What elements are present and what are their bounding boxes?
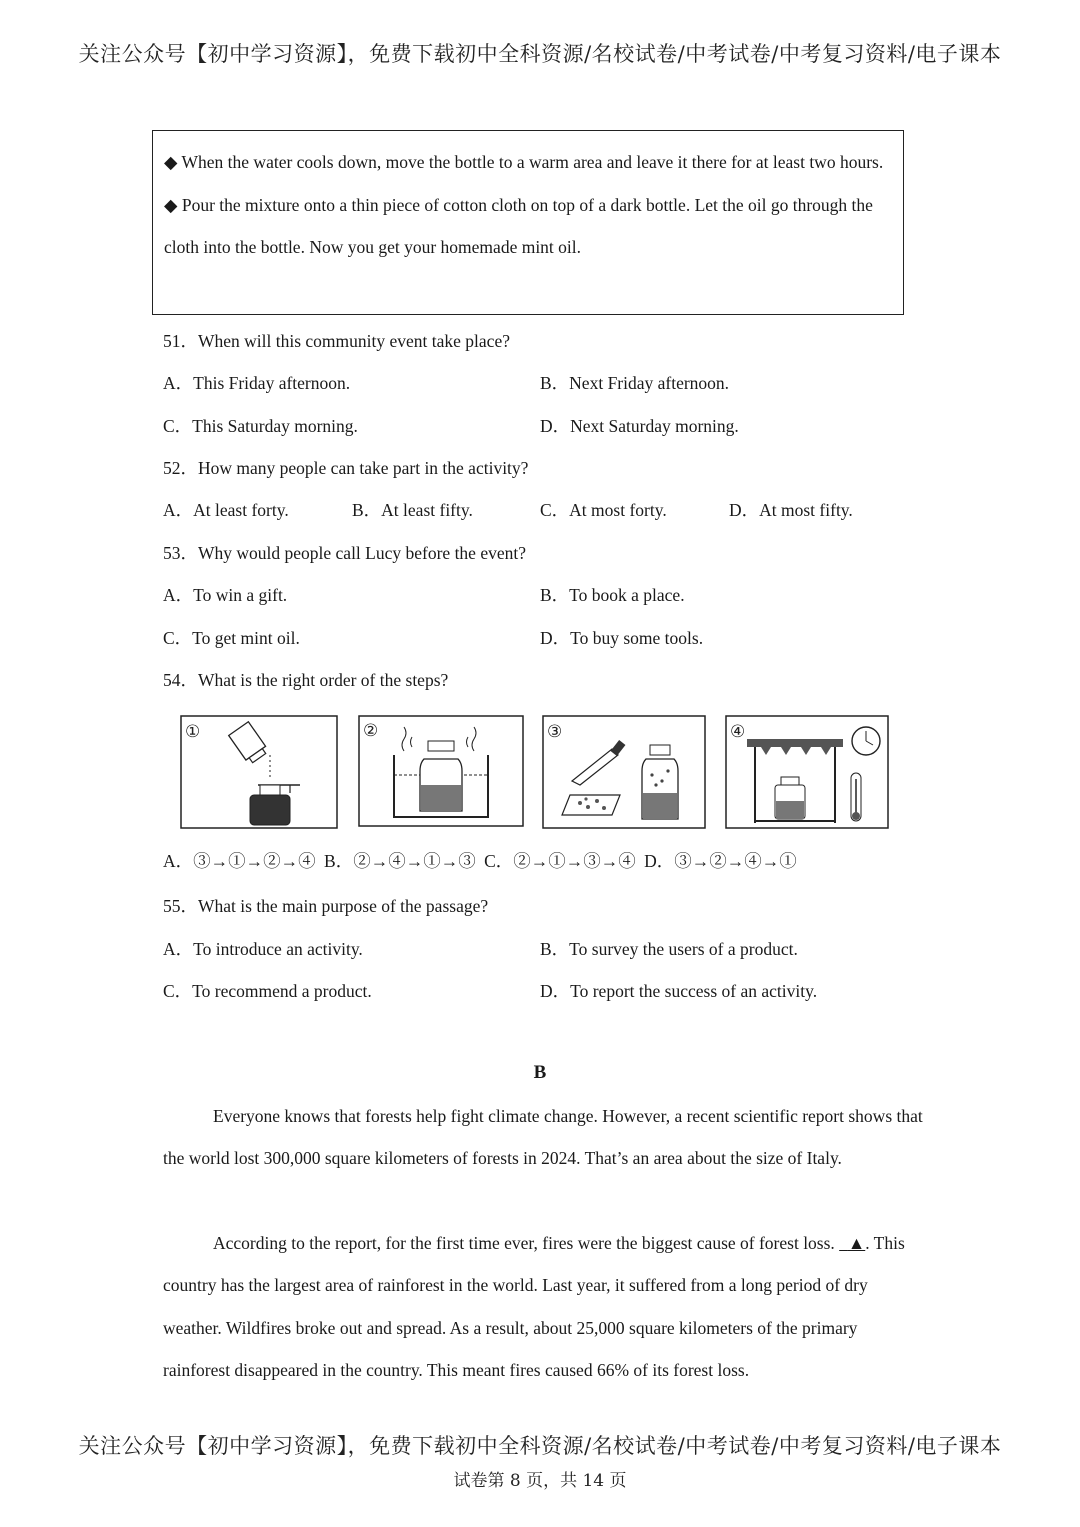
figure-step-1 [180,715,338,829]
section-b-paragraph-2 [163,1222,923,1391]
q52-stem: 52．How many people can take part in the activity? [163,458,529,478]
q55-option-d: D．To report the success of an activity. [540,981,818,1001]
q54-options [163,848,801,873]
q54-option-a: A．③→①→②→④ [163,851,316,871]
q51-option-d: D．Next Saturday morning. [540,416,739,436]
figure-1-label: ① [185,722,201,742]
figure-2-label: ② [363,721,379,741]
section-b-paragraph-1: Everyone knows that forests help fight climate change. However, a recent scientific report shows that the world lost 300,000 square kilometers of forests in 2024. That’s an area about the size of Italy. [163,1106,923,1169]
q55-option-c: C．To recommend a product. [163,981,372,1001]
q53-option-d: D．To buy some tools. [540,628,704,648]
box-step-pour: ◆ Pour the mixture onto a thin piece of cotton cloth on top of a dark bottle. Let the oil go through the cloth into the bottle. Now you get your homemade mint oil. [164,194,873,257]
q51-option-b: B．Next Friday afternoon. [540,373,730,393]
q52-option-a: A．At least forty. [163,500,289,520]
q54-option-d: D．③→②→④→① [644,851,797,871]
paragraph-2-rest: . This country has the largest area of rainforest in the world. Last year, it suffered from a long period of dry weather. Wildfires broke out and spread. As a result, about 25,000 square kilometers of the primary rainforest disappeared in the country. This meant fires caused 66% of its forest loss. [163,1233,905,1380]
instruction-box [152,130,904,315]
q55-stem: 55．What is the main purpose of the passage? [163,896,489,916]
q52-option-b: B．At least fifty. [352,500,473,520]
figure-step-4 [725,715,889,829]
paragraph-2-start: According to the report, for the first time ever, fires were the biggest cause of forest loss. [213,1233,835,1253]
q51-option-a: A．This Friday afternoon. [163,373,351,393]
q51-stem: 51．When will this community event take place? [163,331,510,351]
q54-option-b: B．②→④→①→③ [324,851,476,871]
section-b-title: B [533,1062,547,1083]
figure-step-3 [542,715,706,829]
q53-option-a: A．To win a gift. [163,585,288,605]
q52-option-c: C．At most forty. [540,500,667,520]
q53-option-c: C．To get mint oil. [163,628,300,648]
blank-marker: ▲ [847,1233,866,1253]
figure-3-label: ③ [547,722,563,742]
q55-option-a: A．To introduce an activity. [163,939,363,959]
q54-option-c: C．②→①→③→④ [484,851,636,871]
page-number: 试卷第 8 页，共 14 页 [453,1471,627,1491]
q51-option-c: C．This Saturday morning. [163,416,358,436]
q54-stem: 54．What is the right order of the steps? [163,670,449,690]
q55-option-b: B．To survey the users of a product. [540,939,798,959]
header-banner: 关注公众号【初中学习资源】，免费下载初中全科资源/名校试卷/中考试卷/中考复习资料/电子课本 [78,42,1002,66]
q53-stem: 53．Why would people call Lucy before the event? [163,543,526,563]
box-step-cool: ◆ When the water cools down, move the bottle to a warm area and leave it there for at least two hours. [164,152,884,172]
figure-4-label: ④ [730,722,746,742]
footer-banner: 关注公众号【初中学习资源】，免费下载初中全科资源/名校试卷/中考试卷/中考复习资料/电子课本 [78,1434,1002,1458]
answer-blank[interactable] [839,1233,865,1253]
q53-option-b: B．To book a place. [540,585,685,605]
figure-step-2 [358,715,524,827]
q52-option-d: D．At most fifty. [729,500,853,520]
